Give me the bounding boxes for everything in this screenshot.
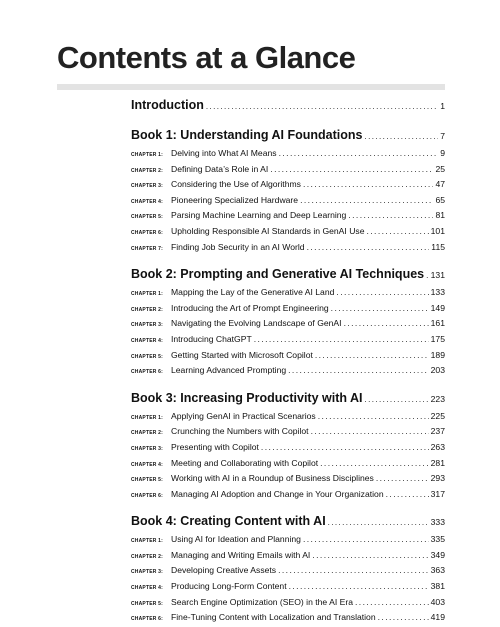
toc-entry-chapter[interactable] [131, 471, 445, 487]
dot-leader [312, 548, 428, 564]
dot-leader [426, 265, 429, 285]
entry-page-number: 81 [435, 210, 445, 221]
entry-title: Developing Creative Assets [171, 565, 277, 576]
chapter-label: CHAPTER 3: [131, 183, 164, 190]
entry-title: Producing Long-Form Content [171, 581, 287, 592]
entry-page-number: 381 [430, 581, 445, 592]
entry-page-number: 101 [430, 225, 445, 236]
title-rule [57, 84, 445, 90]
entry-page-number: 419 [430, 612, 445, 623]
entry-page-number: 9 [440, 148, 445, 158]
entry-page-number: 189 [430, 349, 445, 360]
toc-entry-chapter[interactable] [131, 162, 445, 178]
dot-leader [366, 224, 428, 240]
toc-entry-chapter[interactable] [131, 146, 445, 162]
entry-page-number: 363 [430, 565, 445, 576]
toc-entry-chapter[interactable] [131, 487, 445, 503]
dot-leader [303, 532, 429, 548]
chapter-label: CHAPTER 7: [131, 245, 164, 252]
entry-page-number: 333 [430, 517, 445, 528]
toc-entry-introduction[interactable] [131, 94, 445, 116]
toc-entry-chapter[interactable] [131, 595, 445, 611]
chapter-label: CHAPTER 5: [131, 600, 164, 607]
chapter-label: CHAPTER 6: [131, 369, 164, 376]
toc-entry-chapter[interactable] [131, 440, 445, 456]
chapter-label: CHAPTER 2: [131, 430, 164, 437]
chapter-label: CHAPTER 1: [131, 152, 164, 158]
page-title: Contents at a Glance [57, 40, 356, 75]
dot-leader [307, 240, 430, 256]
dot-leader [279, 146, 439, 162]
toc-entry-book[interactable] [131, 263, 445, 285]
toc-entry-chapter[interactable] [131, 363, 445, 379]
entry-title: Fine-Tuning Content with Localization and Translation [171, 612, 376, 623]
dot-leader [376, 471, 429, 487]
entry-page-number: 317 [430, 488, 445, 499]
entry-page-number: 1 [440, 101, 445, 111]
entry-title: Managing AI Adoption and Change in Your Organization [171, 488, 384, 499]
chapter-label: CHAPTER 2: [131, 553, 164, 560]
dot-leader [288, 363, 429, 379]
table-of-contents [131, 94, 445, 626]
chapter-label: CHAPTER 6: [131, 229, 164, 236]
entry-title: Defining Data’s Role in AI [171, 163, 269, 174]
toc-entry-chapter[interactable] [131, 177, 445, 193]
entry-page-number: 203 [430, 365, 445, 376]
entry-title: Introduction [131, 98, 204, 112]
dot-leader [386, 487, 429, 503]
toc-entry-chapter[interactable] [131, 579, 445, 595]
entry-page-number: 223 [430, 393, 445, 404]
entry-title: Applying GenAI in Practical Scenarios [171, 410, 316, 421]
entry-title: Meeting and Collaborating with Copilot [171, 457, 319, 468]
entry-page-number: 293 [430, 473, 445, 484]
toc-entry-chapter[interactable] [131, 208, 445, 224]
chapter-label: CHAPTER 4: [131, 585, 164, 592]
toc-entry-chapter[interactable] [131, 563, 445, 579]
toc-entry-book[interactable] [131, 124, 445, 146]
dot-leader [206, 96, 438, 116]
entry-title: Parsing Machine Learning and Deep Learning [171, 210, 347, 221]
entry-page-number: 335 [430, 534, 445, 545]
dot-leader [289, 579, 429, 595]
entry-title: Book 4: Creating Content with AI [131, 514, 326, 529]
entry-title: Search Engine Optimization (SEO) in the AI Era [171, 596, 353, 607]
chapter-label: CHAPTER 4: [131, 461, 164, 468]
chapter-label: CHAPTER 4: [131, 337, 164, 344]
dot-leader [303, 177, 434, 193]
dot-leader [328, 512, 429, 532]
entry-title: Learning Advanced Prompting [171, 365, 287, 376]
entry-title: Managing and Writing Emails with AI [171, 549, 311, 560]
entry-page-number: 263 [430, 441, 445, 452]
chapter-label: CHAPTER 1: [131, 414, 164, 421]
dot-leader [331, 301, 429, 317]
dot-leader [261, 440, 429, 456]
entry-title: Navigating the Evolving Landscape of GenAI [171, 318, 342, 329]
dot-leader [336, 285, 428, 301]
dot-leader [344, 316, 429, 332]
dot-leader [364, 126, 438, 146]
dot-leader [311, 424, 429, 440]
dot-leader [320, 456, 429, 472]
chapter-label: CHAPTER 3: [131, 322, 164, 329]
toc-entry-chapter[interactable] [131, 548, 445, 564]
toc-entry-chapter[interactable] [131, 240, 445, 256]
entry-page-number: 225 [430, 410, 445, 421]
chapter-label: CHAPTER 5: [131, 214, 164, 221]
entry-title: Considering the Use of Algorithms [171, 179, 301, 190]
chapter-label: CHAPTER 3: [131, 569, 164, 576]
toc-entry-chapter[interactable] [131, 224, 445, 240]
toc-entry-chapter[interactable] [131, 332, 445, 348]
chapter-label: CHAPTER 2: [131, 167, 164, 174]
entry-title: Finding Job Security in an AI World [171, 241, 305, 252]
entry-page-number: 115 [431, 241, 445, 252]
chapter-label: CHAPTER 2: [131, 306, 164, 313]
chapter-label: CHAPTER 4: [131, 198, 164, 205]
entry-title: Introducing the Art of Prompt Engineering [171, 302, 329, 313]
chapter-label: CHAPTER 5: [131, 477, 164, 484]
entry-page-number: 7 [440, 131, 445, 141]
toc-entry-chapter[interactable] [131, 348, 445, 364]
toc-entry-chapter[interactable] [131, 532, 445, 548]
dot-leader [355, 595, 429, 611]
dot-leader [278, 563, 429, 579]
chapter-label: CHAPTER 1: [131, 291, 164, 298]
dot-leader [365, 389, 429, 409]
entry-page-number: 237 [430, 426, 445, 437]
entry-title: Pioneering Specialized Hardware [171, 194, 299, 205]
chapter-label: CHAPTER 1: [131, 538, 164, 545]
book-list [131, 124, 445, 626]
dot-leader [300, 193, 433, 209]
entry-title: Delving into What AI Means [171, 148, 277, 158]
entry-page-number: 281 [430, 457, 445, 468]
chapter-label: CHAPTER 5: [131, 353, 164, 360]
entry-page-number: 161 [430, 318, 445, 329]
toc-entry-chapter[interactable] [131, 301, 445, 317]
entry-page-number: 133 [430, 287, 445, 298]
toc-entry-book[interactable] [131, 510, 445, 532]
entry-page-number: 25 [435, 163, 445, 174]
toc-entry-chapter[interactable] [131, 193, 445, 209]
entry-title: Crunching the Numbers with Copilot [171, 426, 309, 437]
entry-title: Introducing ChatGPT [171, 333, 252, 344]
entry-title: Upholding Responsible AI Standards in GenAI Use [171, 225, 365, 236]
entry-page-number: 175 [430, 333, 445, 344]
entry-page-number: 65 [435, 194, 445, 205]
entry-page-number: 349 [430, 549, 445, 560]
dot-leader [318, 409, 429, 425]
chapter-label: CHAPTER 6: [131, 492, 164, 499]
entry-title: Using AI for Ideation and Planning [171, 534, 301, 545]
toc-entry-chapter[interactable] [131, 610, 445, 626]
entry-title: Working with AI in a Roundup of Business Disciplines [171, 473, 374, 484]
dot-leader [348, 208, 433, 224]
dot-leader [378, 610, 429, 626]
toc-entry-book[interactable] [131, 387, 445, 409]
toc-entry-chapter[interactable] [131, 409, 445, 425]
toc-entry-chapter[interactable] [131, 285, 445, 301]
dot-leader [254, 332, 429, 348]
dot-leader [270, 162, 433, 178]
toc-entry-chapter[interactable] [131, 316, 445, 332]
dot-leader [315, 348, 429, 364]
entry-page-number: 403 [430, 596, 445, 607]
entry-title: Book 1: Understanding AI Foundations [131, 128, 363, 142]
chapter-label: CHAPTER 3: [131, 445, 164, 452]
toc-entry-chapter[interactable] [131, 456, 445, 472]
chapter-label: CHAPTER 6: [131, 616, 164, 623]
entry-page-number: 149 [430, 302, 445, 313]
entry-page-number: 131 [430, 270, 445, 281]
entry-title: Mapping the Lay of the Generative AI Land [171, 287, 335, 298]
entry-title: Getting Started with Microsoft Copilot [171, 349, 313, 360]
toc-entry-chapter[interactable] [131, 424, 445, 440]
entry-page-number: 47 [435, 179, 445, 190]
entry-title: Book 3: Increasing Productivity with AI [131, 390, 363, 405]
entry-title: Book 2: Prompting and Generative AI Techniques [131, 267, 425, 282]
entry-title: Presenting with Copilot [171, 441, 259, 452]
